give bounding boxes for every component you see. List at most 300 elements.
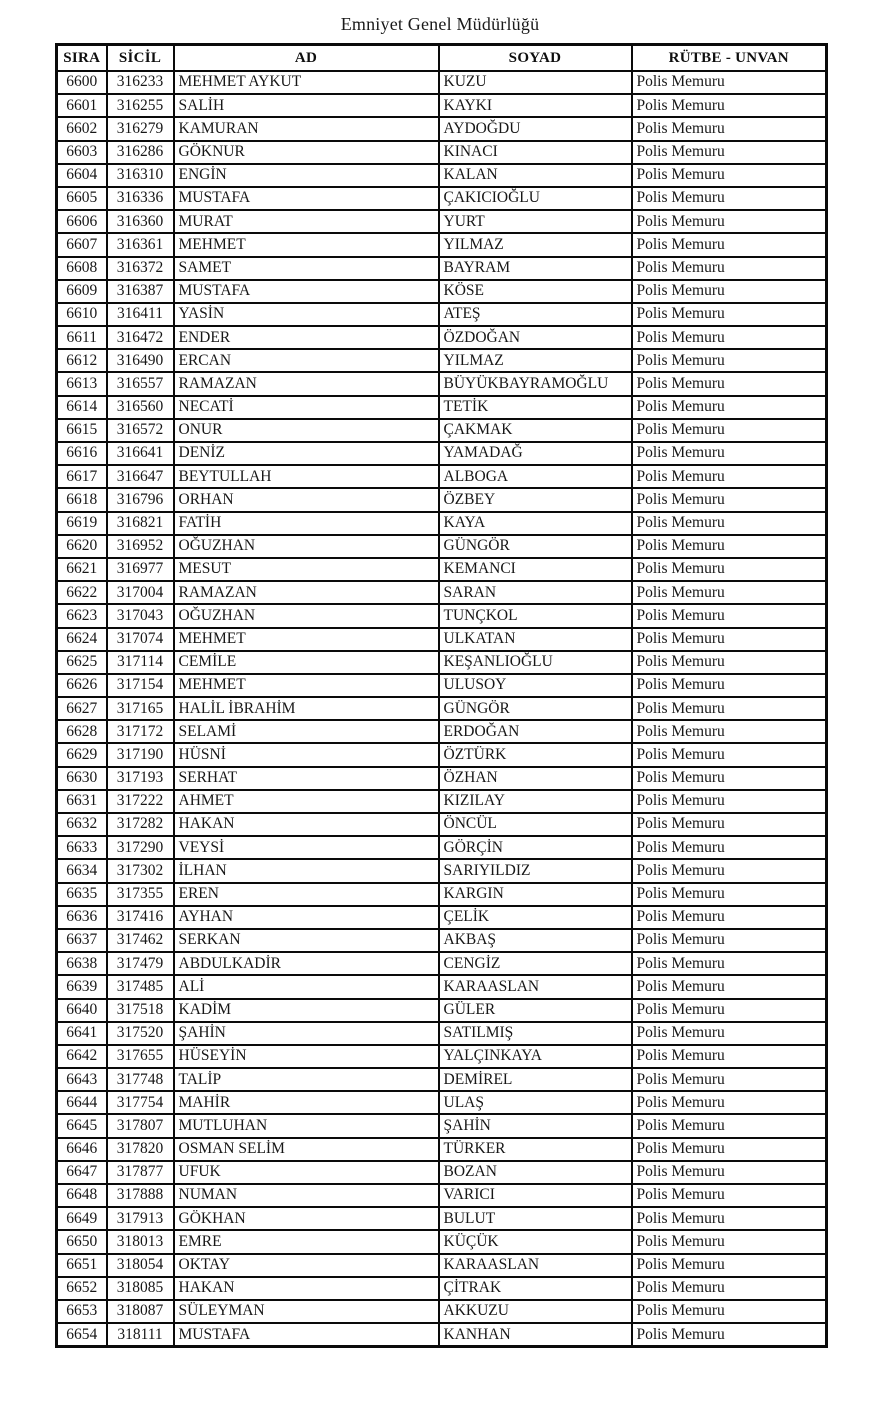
row-sira-cell: 6645	[57, 1114, 107, 1137]
row-rutbe-cell: Polis Memuru	[632, 372, 827, 395]
row-ad-cell: HALİL İBRAHİM	[174, 697, 439, 720]
row-rutbe-cell: Polis Memuru	[632, 349, 827, 372]
row-ad-cell: SERKAN	[174, 929, 439, 952]
row-ad-cell: BEYTULLAH	[174, 465, 439, 488]
table-row	[57, 326, 827, 349]
row-rutbe-cell: Polis Memuru	[632, 303, 827, 326]
row-sicil-cell: 317485	[107, 975, 174, 998]
row-ad-cell: HÜSNİ	[174, 743, 439, 766]
table-row	[57, 303, 827, 326]
row-sicil-cell: 318087	[107, 1300, 174, 1323]
row-ad-cell: ENGİN	[174, 164, 439, 187]
row-sicil-cell: 317282	[107, 813, 174, 836]
table-row	[57, 187, 827, 210]
row-soyad-cell: KEŞANLIOĞLU	[439, 651, 632, 674]
row-sicil-cell: 317479	[107, 952, 174, 975]
row-sicil-cell: 317190	[107, 743, 174, 766]
row-ad-cell: ORHAN	[174, 488, 439, 511]
row-ad-cell: MEHMET	[174, 233, 439, 256]
row-ad-cell: İLHAN	[174, 859, 439, 882]
row-rutbe-cell: Polis Memuru	[632, 1230, 827, 1253]
row-soyad-cell: BAYRAM	[439, 257, 632, 280]
row-rutbe-cell: Polis Memuru	[632, 71, 827, 94]
row-sicil-cell: 317877	[107, 1161, 174, 1184]
table-row	[57, 975, 827, 998]
row-sicil-cell: 317748	[107, 1068, 174, 1091]
row-rutbe-cell: Polis Memuru	[632, 280, 827, 303]
row-soyad-cell: ERDOĞAN	[439, 720, 632, 743]
row-sicil-cell: 316796	[107, 488, 174, 511]
row-rutbe-cell: Polis Memuru	[632, 1091, 827, 1114]
row-sicil-cell: 317172	[107, 720, 174, 743]
row-rutbe-cell: Polis Memuru	[632, 628, 827, 651]
row-soyad-cell: TUNÇKOL	[439, 604, 632, 627]
table-row	[57, 280, 827, 303]
row-sicil-cell: 316361	[107, 233, 174, 256]
row-soyad-cell: ULKATAN	[439, 628, 632, 651]
row-rutbe-cell: Polis Memuru	[632, 1300, 827, 1323]
table-row	[57, 859, 827, 882]
row-sira-cell: 6625	[57, 651, 107, 674]
row-ad-cell: SELAMİ	[174, 720, 439, 743]
row-sicil-cell: 317913	[107, 1207, 174, 1230]
row-sicil-cell: 316372	[107, 257, 174, 280]
row-soyad-cell: YILMAZ	[439, 233, 632, 256]
row-ad-cell: MEHMET	[174, 628, 439, 651]
row-ad-cell: HAKAN	[174, 1277, 439, 1300]
row-sira-cell: 6648	[57, 1184, 107, 1207]
row-soyad-cell: ÖZDOĞAN	[439, 326, 632, 349]
row-rutbe-cell: Polis Memuru	[632, 1254, 827, 1277]
row-rutbe-cell: Polis Memuru	[632, 1277, 827, 1300]
row-ad-cell: RAMAZAN	[174, 372, 439, 395]
row-ad-cell: ŞAHİN	[174, 1022, 439, 1045]
row-ad-cell: ONUR	[174, 419, 439, 442]
row-rutbe-cell: Polis Memuru	[632, 836, 827, 859]
row-sicil-cell: 317074	[107, 628, 174, 651]
table-row	[57, 883, 827, 906]
row-rutbe-cell: Polis Memuru	[632, 1045, 827, 1068]
row-soyad-cell: ÇAKMAK	[439, 419, 632, 442]
row-sira-cell: 6653	[57, 1300, 107, 1323]
row-rutbe-cell: Polis Memuru	[632, 697, 827, 720]
row-sira-cell: 6634	[57, 859, 107, 882]
row-sicil-cell: 316952	[107, 535, 174, 558]
row-rutbe-cell: Polis Memuru	[632, 743, 827, 766]
row-ad-cell: GÖKHAN	[174, 1207, 439, 1230]
row-ad-cell: RAMAZAN	[174, 581, 439, 604]
row-sira-cell: 6639	[57, 975, 107, 998]
row-soyad-cell: AYDOĞDU	[439, 117, 632, 140]
row-soyad-cell: GÜLER	[439, 999, 632, 1022]
table-row	[57, 94, 827, 117]
row-ad-cell: KAMURAN	[174, 117, 439, 140]
table-row	[57, 836, 827, 859]
table-row	[57, 999, 827, 1022]
row-soyad-cell: KINACI	[439, 141, 632, 164]
row-sicil-cell: 316977	[107, 558, 174, 581]
row-sicil-cell: 317154	[107, 674, 174, 697]
table-row	[57, 465, 827, 488]
table-row	[57, 71, 827, 94]
row-sira-cell: 6627	[57, 697, 107, 720]
table-row	[57, 1230, 827, 1253]
row-sira-cell: 6620	[57, 535, 107, 558]
table-row	[57, 1138, 827, 1161]
table-body	[57, 71, 827, 1347]
row-soyad-cell: YALÇINKAYA	[439, 1045, 632, 1068]
row-sira-cell: 6606	[57, 210, 107, 233]
row-rutbe-cell: Polis Memuru	[632, 999, 827, 1022]
row-sicil-cell: 317004	[107, 581, 174, 604]
row-sira-cell: 6640	[57, 999, 107, 1022]
row-soyad-cell: GÜNGÖR	[439, 697, 632, 720]
row-rutbe-cell: Polis Memuru	[632, 141, 827, 164]
row-soyad-cell: YILMAZ	[439, 349, 632, 372]
row-ad-cell: UFUK	[174, 1161, 439, 1184]
row-soyad-cell: TETİK	[439, 396, 632, 419]
row-ad-cell: OĞUZHAN	[174, 604, 439, 627]
row-sicil-cell: 316647	[107, 465, 174, 488]
row-sicil-cell: 316310	[107, 164, 174, 187]
row-ad-cell: GÖKNUR	[174, 141, 439, 164]
row-sicil-cell: 316279	[107, 117, 174, 140]
row-sira-cell: 6647	[57, 1161, 107, 1184]
row-sira-cell: 6631	[57, 790, 107, 813]
row-ad-cell: OĞUZHAN	[174, 535, 439, 558]
row-sira-cell: 6652	[57, 1277, 107, 1300]
row-ad-cell: MESUT	[174, 558, 439, 581]
row-ad-cell: ERCAN	[174, 349, 439, 372]
row-sicil-cell: 316557	[107, 372, 174, 395]
row-ad-cell: CEMİLE	[174, 651, 439, 674]
table-row	[57, 512, 827, 535]
row-sicil-cell: 317462	[107, 929, 174, 952]
row-sira-cell: 6641	[57, 1022, 107, 1045]
row-rutbe-cell: Polis Memuru	[632, 906, 827, 929]
row-soyad-cell: KIZILAY	[439, 790, 632, 813]
table-row	[57, 1091, 827, 1114]
row-sira-cell: 6636	[57, 906, 107, 929]
row-sicil-cell: 317518	[107, 999, 174, 1022]
row-sicil-cell: 316472	[107, 326, 174, 349]
row-sira-cell: 6609	[57, 280, 107, 303]
table-row	[57, 117, 827, 140]
row-rutbe-cell: Polis Memuru	[632, 535, 827, 558]
table-row	[57, 558, 827, 581]
row-ad-cell: HÜSEYİN	[174, 1045, 439, 1068]
row-sira-cell: 6600	[57, 71, 107, 94]
row-ad-cell: NUMAN	[174, 1184, 439, 1207]
column-header-sicil: SİCİL	[107, 45, 174, 72]
row-sicil-cell: 317222	[107, 790, 174, 813]
row-sicil-cell: 316641	[107, 442, 174, 465]
row-soyad-cell: TÜRKER	[439, 1138, 632, 1161]
row-soyad-cell: SARIYILDIZ	[439, 859, 632, 882]
row-rutbe-cell: Polis Memuru	[632, 1022, 827, 1045]
row-sicil-cell: 316490	[107, 349, 174, 372]
row-sira-cell: 6633	[57, 836, 107, 859]
row-sira-cell: 6617	[57, 465, 107, 488]
row-sicil-cell: 318013	[107, 1230, 174, 1253]
row-soyad-cell: VARICI	[439, 1184, 632, 1207]
row-rutbe-cell: Polis Memuru	[632, 326, 827, 349]
table-row	[57, 372, 827, 395]
row-ad-cell: MAHİR	[174, 1091, 439, 1114]
row-rutbe-cell: Polis Memuru	[632, 1068, 827, 1091]
row-sira-cell: 6646	[57, 1138, 107, 1161]
row-soyad-cell: YURT	[439, 210, 632, 233]
row-sicil-cell: 317290	[107, 836, 174, 859]
table-row	[57, 257, 827, 280]
row-sira-cell: 6613	[57, 372, 107, 395]
row-sicil-cell: 317193	[107, 767, 174, 790]
row-sira-cell: 6603	[57, 141, 107, 164]
row-ad-cell: MUSTAFA	[174, 280, 439, 303]
table-row	[57, 233, 827, 256]
row-soyad-cell: ÇELİK	[439, 906, 632, 929]
row-soyad-cell: SARAN	[439, 581, 632, 604]
table-row	[57, 767, 827, 790]
row-ad-cell: DENİZ	[174, 442, 439, 465]
row-soyad-cell: KANHAN	[439, 1323, 632, 1347]
row-sicil-cell: 317043	[107, 604, 174, 627]
column-header-ad: AD	[174, 45, 439, 72]
row-ad-cell: ENDER	[174, 326, 439, 349]
row-sicil-cell: 318054	[107, 1254, 174, 1277]
table-row	[57, 1277, 827, 1300]
row-sira-cell: 6615	[57, 419, 107, 442]
row-rutbe-cell: Polis Memuru	[632, 512, 827, 535]
row-sicil-cell: 316336	[107, 187, 174, 210]
row-ad-cell: FATİH	[174, 512, 439, 535]
row-soyad-cell: KEMANCI	[439, 558, 632, 581]
row-sira-cell: 6602	[57, 117, 107, 140]
table-row	[57, 1254, 827, 1277]
row-rutbe-cell: Polis Memuru	[632, 767, 827, 790]
row-sicil-cell: 317888	[107, 1184, 174, 1207]
table-row	[57, 1300, 827, 1323]
table-row	[57, 396, 827, 419]
row-soyad-cell: KARAASLAN	[439, 975, 632, 998]
table-row	[57, 813, 827, 836]
row-sicil-cell: 317754	[107, 1091, 174, 1114]
row-soyad-cell: YAMADAĞ	[439, 442, 632, 465]
row-soyad-cell: GÜNGÖR	[439, 535, 632, 558]
row-soyad-cell: CENGİZ	[439, 952, 632, 975]
row-sicil-cell: 316821	[107, 512, 174, 535]
row-ad-cell: ALİ	[174, 975, 439, 998]
row-soyad-cell: ATEŞ	[439, 303, 632, 326]
table-row	[57, 674, 827, 697]
row-sira-cell: 6637	[57, 929, 107, 952]
table-row	[57, 442, 827, 465]
row-soyad-cell: KÖSE	[439, 280, 632, 303]
row-rutbe-cell: Polis Memuru	[632, 929, 827, 952]
table-row	[57, 1161, 827, 1184]
row-sira-cell: 6649	[57, 1207, 107, 1230]
row-sira-cell: 6644	[57, 1091, 107, 1114]
row-ad-cell: MURAT	[174, 210, 439, 233]
row-soyad-cell: ŞAHİN	[439, 1114, 632, 1137]
table-row	[57, 581, 827, 604]
row-ad-cell: AHMET	[174, 790, 439, 813]
row-sira-cell: 6629	[57, 743, 107, 766]
table-row	[57, 535, 827, 558]
row-rutbe-cell: Polis Memuru	[632, 1207, 827, 1230]
table-row	[57, 210, 827, 233]
row-soyad-cell: BULUT	[439, 1207, 632, 1230]
row-sira-cell: 6601	[57, 94, 107, 117]
row-sicil-cell: 316387	[107, 280, 174, 303]
table-row	[57, 790, 827, 813]
table-row	[57, 488, 827, 511]
table-row	[57, 164, 827, 187]
table-row	[57, 141, 827, 164]
row-ad-cell: MUSTAFA	[174, 1323, 439, 1347]
table-row	[57, 952, 827, 975]
row-ad-cell: KADİM	[174, 999, 439, 1022]
row-sira-cell: 6604	[57, 164, 107, 187]
row-ad-cell: AYHAN	[174, 906, 439, 929]
row-ad-cell: MEHMET	[174, 674, 439, 697]
row-sicil-cell: 316360	[107, 210, 174, 233]
table-row	[57, 1114, 827, 1137]
table-row	[57, 906, 827, 929]
row-sicil-cell: 317355	[107, 883, 174, 906]
row-rutbe-cell: Polis Memuru	[632, 581, 827, 604]
table-row	[57, 1045, 827, 1068]
row-soyad-cell: ÇAKICIOĞLU	[439, 187, 632, 210]
row-sicil-cell: 316411	[107, 303, 174, 326]
row-ad-cell: HAKAN	[174, 813, 439, 836]
row-soyad-cell: BOZAN	[439, 1161, 632, 1184]
row-ad-cell: OKTAY	[174, 1254, 439, 1277]
row-ad-cell: MUTLUHAN	[174, 1114, 439, 1137]
row-soyad-cell: ULUSOY	[439, 674, 632, 697]
row-rutbe-cell: Polis Memuru	[632, 210, 827, 233]
row-ad-cell: NECATİ	[174, 396, 439, 419]
row-rutbe-cell: Polis Memuru	[632, 975, 827, 998]
table-row	[57, 1184, 827, 1207]
table-row	[57, 628, 827, 651]
row-sicil-cell: 316560	[107, 396, 174, 419]
row-sira-cell: 6618	[57, 488, 107, 511]
row-rutbe-cell: Polis Memuru	[632, 720, 827, 743]
row-ad-cell: ABDULKADİR	[174, 952, 439, 975]
row-sicil-cell: 317165	[107, 697, 174, 720]
row-soyad-cell: KAYKI	[439, 94, 632, 117]
row-rutbe-cell: Polis Memuru	[632, 558, 827, 581]
row-ad-cell: OSMAN SELİM	[174, 1138, 439, 1161]
table-row	[57, 349, 827, 372]
row-rutbe-cell: Polis Memuru	[632, 164, 827, 187]
row-ad-cell: MEHMET AYKUT	[174, 71, 439, 94]
row-rutbe-cell: Polis Memuru	[632, 674, 827, 697]
row-ad-cell: SERHAT	[174, 767, 439, 790]
row-ad-cell: SÜLEYMAN	[174, 1300, 439, 1323]
table-row	[57, 604, 827, 627]
row-sira-cell: 6651	[57, 1254, 107, 1277]
row-sira-cell: 6605	[57, 187, 107, 210]
row-ad-cell: TALİP	[174, 1068, 439, 1091]
row-sira-cell: 6628	[57, 720, 107, 743]
row-sicil-cell: 317114	[107, 651, 174, 674]
row-soyad-cell: KALAN	[439, 164, 632, 187]
row-soyad-cell: ÖZHAN	[439, 767, 632, 790]
row-ad-cell: SALİH	[174, 94, 439, 117]
table-row	[57, 1207, 827, 1230]
table-header-row	[57, 45, 827, 72]
row-soyad-cell: ÖZBEY	[439, 488, 632, 511]
row-sira-cell: 6619	[57, 512, 107, 535]
row-soyad-cell: GÖRÇİN	[439, 836, 632, 859]
row-rutbe-cell: Polis Memuru	[632, 813, 827, 836]
row-soyad-cell: ÖZTÜRK	[439, 743, 632, 766]
row-rutbe-cell: Polis Memuru	[632, 1323, 827, 1347]
column-header-rutbe: RÜTBE - UNVAN	[632, 45, 827, 72]
row-sicil-cell: 318111	[107, 1323, 174, 1347]
row-rutbe-cell: Polis Memuru	[632, 94, 827, 117]
row-soyad-cell: ÇİTRAK	[439, 1277, 632, 1300]
row-soyad-cell: AKKUZU	[439, 1300, 632, 1323]
row-soyad-cell: AKBAŞ	[439, 929, 632, 952]
row-sicil-cell: 317520	[107, 1022, 174, 1045]
row-sira-cell: 6608	[57, 257, 107, 280]
row-rutbe-cell: Polis Memuru	[632, 1114, 827, 1137]
row-sicil-cell: 316233	[107, 71, 174, 94]
row-soyad-cell: SATILMIŞ	[439, 1022, 632, 1045]
row-ad-cell: EMRE	[174, 1230, 439, 1253]
row-rutbe-cell: Polis Memuru	[632, 790, 827, 813]
row-soyad-cell: ULAŞ	[439, 1091, 632, 1114]
row-ad-cell: VEYSİ	[174, 836, 439, 859]
table-row	[57, 651, 827, 674]
row-sira-cell: 6650	[57, 1230, 107, 1253]
row-sicil-cell: 317416	[107, 906, 174, 929]
page-title: Emniyet Genel Müdürlüğü	[340, 14, 540, 34]
column-header-sira: SIRA	[57, 45, 107, 72]
row-sicil-cell: 316255	[107, 94, 174, 117]
row-soyad-cell: BÜYÜKBAYRAMOĞLU	[439, 372, 632, 395]
row-soyad-cell: KÜÇÜK	[439, 1230, 632, 1253]
row-sicil-cell: 317655	[107, 1045, 174, 1068]
row-sira-cell: 6635	[57, 883, 107, 906]
table-row	[57, 1323, 827, 1347]
table-row	[57, 1022, 827, 1045]
row-sira-cell: 6621	[57, 558, 107, 581]
row-sicil-cell: 316286	[107, 141, 174, 164]
row-sira-cell: 6612	[57, 349, 107, 372]
column-header-soyad: SOYAD	[439, 45, 632, 72]
row-sira-cell: 6614	[57, 396, 107, 419]
row-sira-cell: 6622	[57, 581, 107, 604]
personnel-table	[55, 43, 828, 1348]
row-rutbe-cell: Polis Memuru	[632, 233, 827, 256]
row-sira-cell: 6626	[57, 674, 107, 697]
row-sira-cell: 6638	[57, 952, 107, 975]
row-rutbe-cell: Polis Memuru	[632, 488, 827, 511]
row-ad-cell: SAMET	[174, 257, 439, 280]
row-sira-cell: 6643	[57, 1068, 107, 1091]
row-ad-cell: YASİN	[174, 303, 439, 326]
row-soyad-cell: ÖNCÜL	[439, 813, 632, 836]
row-sicil-cell: 317807	[107, 1114, 174, 1137]
row-sira-cell: 6607	[57, 233, 107, 256]
row-soyad-cell: ALBOGA	[439, 465, 632, 488]
row-rutbe-cell: Polis Memuru	[632, 952, 827, 975]
row-soyad-cell: DEMİREL	[439, 1068, 632, 1091]
